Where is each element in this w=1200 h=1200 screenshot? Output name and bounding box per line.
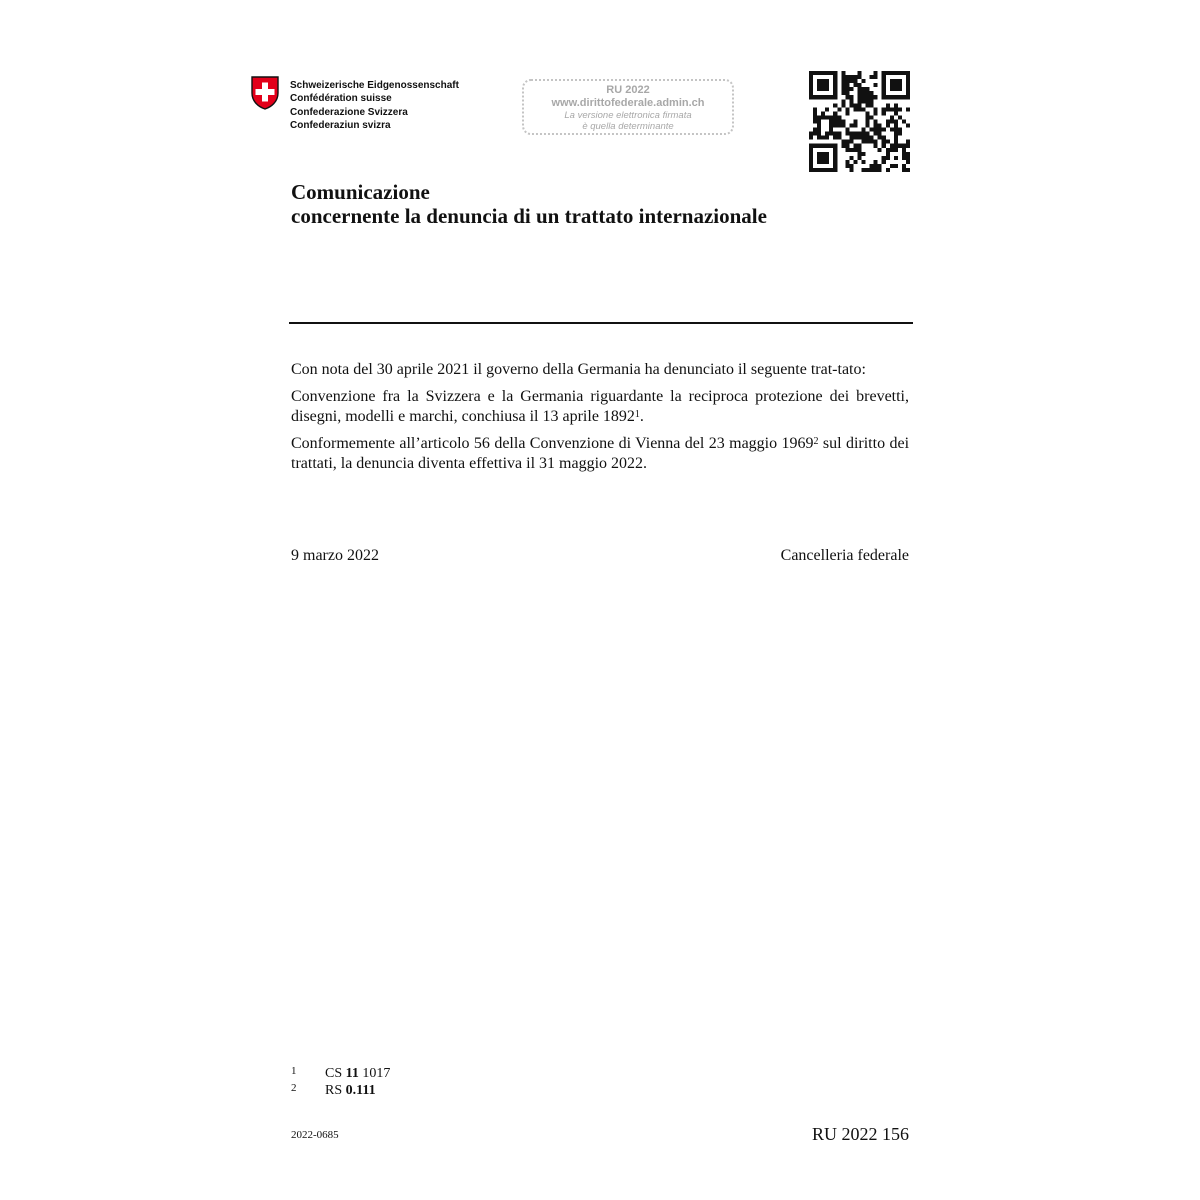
body-paragraph-3-text-a: Conformemente all’articolo 56 della Convenzione di Vienna del 23 maggio 1969: [291, 435, 814, 452]
document-body: [291, 360, 909, 481]
official-collection-reference: RU 2022 156: [811, 1124, 909, 1144]
title-divider: [289, 322, 913, 324]
footnote-ref-1: 1: [634, 409, 640, 420]
swiss-cross-icon: [251, 76, 279, 110]
qr-code-icon: [809, 71, 910, 172]
title-line2: concernente la denuncia di un trattato internazionale: [291, 204, 767, 228]
body-paragraph-1: Con nota del 30 aprile 2021 il governo della Germania ha denunciato il seguente trat-tato:: [291, 361, 866, 378]
body-paragraph-3: [291, 434, 909, 474]
footnote-volume: 11: [345, 1066, 359, 1081]
confederation-name-block: [290, 79, 459, 132]
confederation-line-fr: Confédération suisse: [290, 93, 392, 105]
confederation-line-rm: Confederaziun svizra: [290, 119, 391, 131]
signature-office: Cancelleria federale: [780, 547, 909, 564]
stamp-website: www.dirittofederale.admin.ch: [551, 97, 705, 109]
footnote-page: 1017: [358, 1066, 391, 1081]
footnote-number: 2: [291, 1082, 297, 1094]
stamp-note-line1: La versione elettronica firmata: [564, 110, 692, 121]
confederation-line-de: Schweizerische Eidgenossenschaft: [290, 80, 459, 91]
document-title: [291, 180, 767, 228]
signature-date: 9 marzo 2022: [291, 547, 379, 564]
footnote-prefix: CS: [325, 1066, 346, 1081]
footnote-number: 1: [291, 1065, 297, 1077]
body-paragraph-2: [291, 387, 909, 427]
stamp-collection-ref: RU 2022: [606, 84, 650, 96]
footnote-prefix: RS: [325, 1083, 346, 1098]
footnote-sr-number: 0.111: [345, 1083, 376, 1098]
body-paragraph-2-end: .: [639, 408, 644, 425]
electronic-version-stamp: [522, 79, 734, 135]
title-line1: Comunicazione: [291, 180, 430, 204]
body-paragraph-3-text-b: sul diritto dei trattati, la denuncia diventa effettiva il 31 maggio 2022.: [291, 435, 910, 472]
confederation-line-it: Confederazione Svizzera: [290, 106, 408, 118]
stamp-note-line2: è quella determinante: [582, 121, 674, 132]
document-id: 2022-0685: [291, 1129, 339, 1141]
footnote-ref-2: 2: [813, 436, 819, 447]
footnote-2: [291, 1080, 376, 1099]
body-paragraph-2-text: Convenzione fra la Svizzera e la Germania riguardante la reciproca protezione dei brevetti, disegni, modelli e marchi, conchiusa il 13 aprile 1892: [291, 388, 909, 425]
